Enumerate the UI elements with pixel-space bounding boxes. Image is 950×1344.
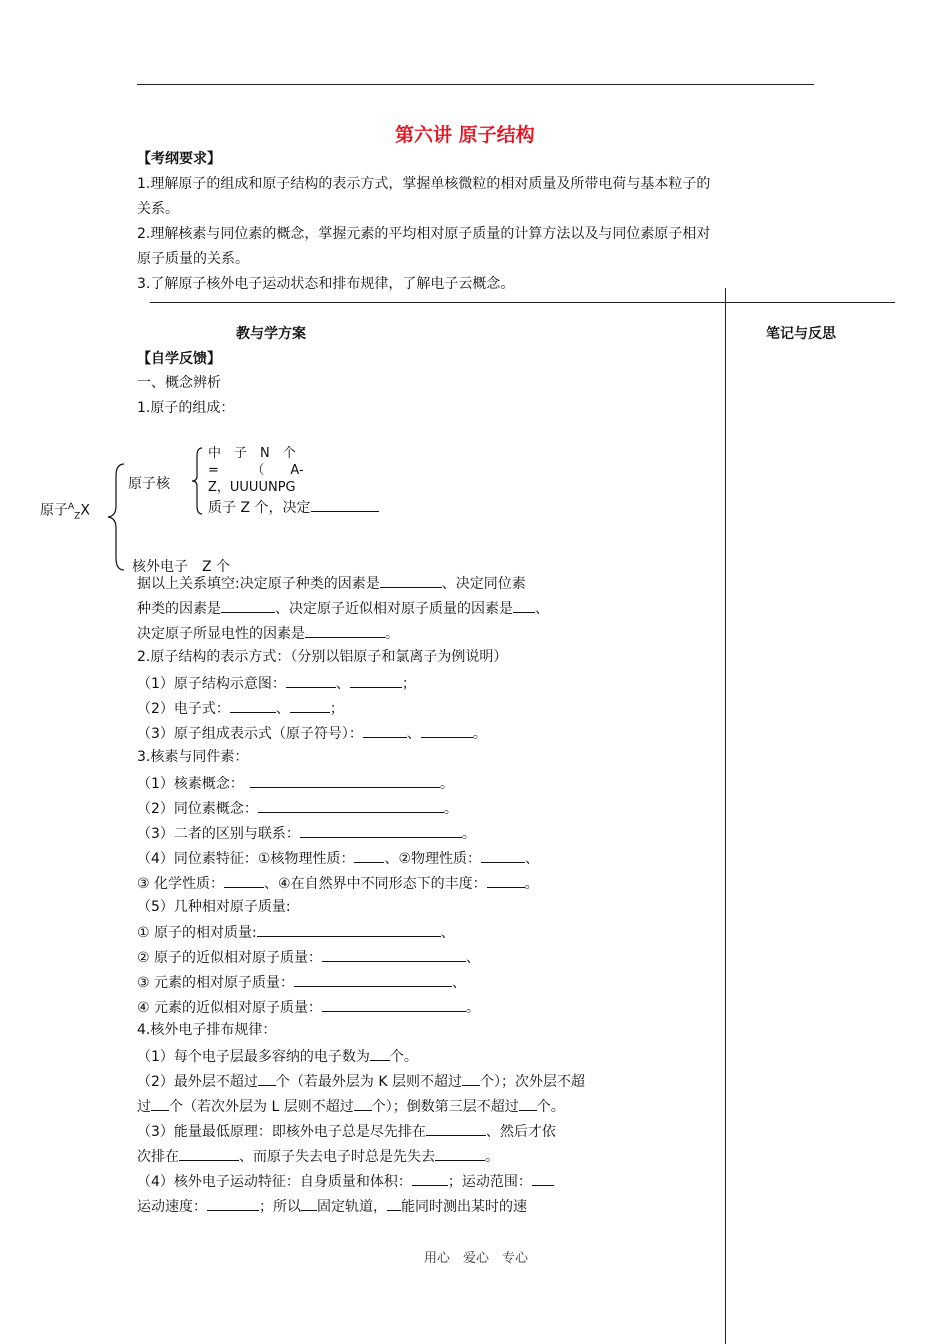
s2-sep-3: 、 [406, 726, 421, 742]
blank-outer-k [462, 1071, 480, 1086]
s3-item-3-text: （3）二者的区别与联系： [137, 826, 300, 842]
blank-mass-2 [322, 947, 466, 962]
blank-nuclear-physics [354, 848, 384, 863]
mass-item-4-text: ④ 元素的近似相对原子质量： [137, 1000, 323, 1016]
section-1-heading: 一、概念辨析 [137, 375, 221, 391]
blank-diagram-al [286, 673, 336, 688]
neutron-line-2: = （ A- [208, 463, 304, 478]
mass-item-2 [137, 947, 480, 967]
s2-item-1 [137, 673, 416, 693]
element-symbol: X [80, 502, 90, 519]
mass-item-4-end: 。 [466, 1000, 481, 1016]
rule-4-text-c: 运动速度： [137, 1199, 207, 1215]
blank-isotope-type [221, 598, 275, 613]
mass-item-2-text: ② 原子的近似相对原子质量： [137, 950, 323, 966]
neutron-line-3: Z，UUUUNPG [208, 480, 296, 495]
page-footer: 用心 爱心 专心 [424, 1251, 529, 1266]
rule-4-text-d: ；所以 [259, 1199, 301, 1215]
s3-item-4-text-f: 。 [524, 876, 539, 892]
mass-item-1 [137, 922, 455, 942]
s2-end-2: ； [329, 701, 344, 717]
fill-line-2 [137, 598, 549, 618]
blank-range [532, 1171, 554, 1186]
fill-line-1 [137, 573, 526, 593]
proton-line [208, 497, 379, 517]
blank-max-electrons [370, 1046, 390, 1061]
s3-end-1: 。 [439, 776, 454, 792]
blank-approx-mass [513, 598, 535, 613]
rule-3-text-e: 。 [485, 1149, 499, 1165]
blank-third [519, 1096, 537, 1111]
proton-blank [311, 497, 379, 512]
blank-chemical [224, 873, 264, 888]
s3-item-1-text: （1）核素概念： [137, 776, 244, 792]
rule-4-text-b: ；运动范围： [447, 1174, 532, 1190]
blank-lose-first [435, 1146, 485, 1161]
rule-2-text-e: 个（若次外层为 L 层则不超过 [169, 1099, 354, 1115]
outer-brace [104, 462, 128, 572]
section-3-heading: 3.核素与同件素： [137, 749, 249, 765]
rule-1-text-b: 个。 [389, 1049, 418, 1065]
mass-item-3 [137, 972, 466, 992]
rule-4-text-a: （4）核外电子运动特征：自身质量和体积： [137, 1174, 412, 1190]
rule-2-text-f: 个）；倒数第三层不超过 [371, 1099, 519, 1115]
fill-text-3a: 决定原子所显电性的因素是 [137, 626, 305, 642]
right-column-header: 笔记与反思 [766, 326, 836, 342]
question-1: 1.原子的组成： [137, 400, 235, 416]
blank-physical [481, 848, 525, 863]
s3-item-1 [137, 773, 454, 793]
s2-item-2 [137, 698, 344, 718]
s3-item-4-cont [137, 873, 539, 893]
mass-number: A [68, 502, 75, 512]
section-2-heading: 2.原子结构的表示方式：（分别以铝原子和氯离子为例说明） [137, 649, 508, 665]
s2-sep-1: 、 [335, 676, 350, 692]
fill-text-2a: 种类的因素是 [137, 601, 221, 617]
s3-item-2-text: （2）同位素概念： [137, 801, 258, 817]
atom-text: 原子 [40, 502, 68, 519]
blank-outer [258, 1071, 276, 1086]
rule-3-text-c: 次排在 [137, 1149, 179, 1165]
rule-1 [137, 1046, 418, 1066]
requirement-1-line2: 关系。 [137, 201, 179, 217]
section-rule [150, 302, 895, 303]
rule-4-text-f: 能同时测出某时的速 [401, 1199, 527, 1215]
mass-item-2-end: 、 [466, 950, 481, 966]
fill-text-1a: 据以上关系填空:决定原子种类的因素是 [137, 576, 380, 592]
rule-2-text-d: 过 [137, 1099, 151, 1115]
blank-mass-volume [412, 1171, 448, 1186]
rule-3-text-d: 、而原子失去电子时总是先失去 [239, 1149, 435, 1165]
mass-item-3-end: 、 [452, 975, 467, 991]
blank-next-fill [179, 1146, 239, 1161]
s3-item-2 [137, 798, 458, 818]
blank-mass-3 [294, 972, 452, 987]
rule-3-text-a: （3）能量最低原理：即核外电子总是尽先排在 [137, 1124, 426, 1140]
proton-text: 质子 Z 个，决定 [208, 500, 311, 516]
requirement-2-line2: 原子质量的关系。 [137, 251, 249, 267]
blank-speed [207, 1196, 259, 1211]
electron-label: 核外电子 Z 个 [132, 559, 231, 575]
left-column-header: 教与学方案 [236, 326, 306, 342]
rule-4 [137, 1171, 554, 1191]
self-study-heading: 【自学反馈】 [137, 351, 221, 367]
blank-nuclide [250, 773, 440, 788]
mass-item-1-text: ① 原子的相对质量: [137, 925, 257, 941]
blank-isotope [258, 798, 444, 813]
section-4-heading: 4.核外电子排布规律： [137, 1022, 277, 1038]
rule-2-text-a: （2）最外层不超过 [137, 1074, 258, 1090]
s2-item-2-text: （2）电子式： [137, 701, 230, 717]
rule-2-text-g: 个。 [536, 1099, 565, 1115]
mass-item-1-end: 、 [440, 925, 455, 941]
mass-item-3-text: ③ 元素的相对原子质量： [137, 975, 295, 991]
rule-4-text-e: 固定轨道， [317, 1199, 387, 1215]
blank-relation [300, 823, 462, 838]
s3-item-5: （5）几种相对原子质量: [137, 899, 291, 915]
requirement-1-line1: 1.理解原子的组成和原子结构的表示方式，掌握单核微粒的相对质量及所带电荷与基本粒子的 [137, 176, 711, 192]
rule-2-text-b: 个（若最外层为 K 层则不超过 [275, 1074, 463, 1090]
s3-item-4-text-e: 、④在自然界中不同形态下的丰度： [264, 876, 487, 892]
blank-mass-4 [322, 997, 466, 1012]
s3-item-4-text-b: 、②物理性质： [384, 851, 482, 867]
s2-item-3-text: （3）原子组成表示式（原子符号）： [137, 726, 363, 742]
neutron-line-1: 中 子 N 个 [208, 446, 296, 461]
fill-text-1b: 、决定同位素 [441, 576, 526, 592]
s3-end-2: 。 [443, 801, 458, 817]
blank-atom-type [380, 573, 442, 588]
s3-item-4-text-a: （4）同位素特征：①核物理性质： [137, 851, 355, 867]
blank-charge [305, 623, 385, 638]
rule-2-text-c: 个）；次外层不超 [480, 1074, 586, 1090]
rule-4-cont [137, 1196, 527, 1216]
blank-orbit [301, 1196, 317, 1211]
rule-3-cont [137, 1146, 499, 1166]
blank-mass-1 [257, 922, 441, 937]
requirement-3: 3.了解原子核外电子运动状态和排布规律，了解电子云概念。 [137, 276, 515, 292]
s2-end-1: ； [401, 676, 416, 692]
atom-label [40, 498, 90, 525]
rule-2 [137, 1071, 585, 1091]
blank-diagram-cl [350, 673, 402, 688]
blank-dot-cl [290, 698, 330, 713]
s3-item-4-text-d: ③ 化学性质： [137, 876, 225, 892]
rule-3 [137, 1121, 556, 1141]
s2-item-1-text: （1）原子结构示意图： [137, 676, 286, 692]
blank-measure [387, 1196, 401, 1211]
s3-item-4 [137, 848, 539, 868]
s2-sep-2: 、 [275, 701, 290, 717]
s3-item-4-text-c: 、 [525, 851, 540, 867]
blank-first-fill [426, 1121, 486, 1136]
s3-item-3 [137, 823, 476, 843]
fill-text-2b: 、决定原子近似相对原子质量的因素是 [275, 601, 513, 617]
nucleus-label: 原子核 [128, 476, 170, 492]
inner-brace [190, 446, 204, 516]
top-rule [137, 84, 814, 85]
blank-second-l [354, 1096, 372, 1111]
requirements-heading: 【考纲要求】 [137, 151, 221, 167]
rule-1-text-a: （1）每个电子层最多容纳的电子数为 [137, 1049, 370, 1065]
requirement-2-line1: 2.理解核素与同位素的概念，掌握元素的平均相对原子质量的计算方法以及与同位素原子相对 [137, 226, 711, 242]
rule-3-text-b: 、然后才依 [485, 1124, 556, 1140]
page-title: 第六讲 原子结构 [395, 124, 535, 146]
blank-symbol-cl [421, 723, 473, 738]
blank-abundance [487, 873, 525, 888]
mass-item-4 [137, 997, 480, 1017]
blank-dot-al [230, 698, 276, 713]
atomic-number: Z [74, 511, 81, 522]
s3-end-3: 。 [461, 826, 476, 842]
blank-symbol-al [363, 723, 407, 738]
fill-text-3b: 。 [385, 626, 399, 642]
s2-item-3 [137, 723, 487, 743]
fill-line-3 [137, 623, 399, 643]
s2-end-3: 。 [472, 726, 487, 742]
blank-second [151, 1096, 169, 1111]
rule-2-cont [137, 1096, 565, 1116]
fill-text-2c: 、 [535, 601, 549, 617]
column-divider [725, 288, 726, 1344]
